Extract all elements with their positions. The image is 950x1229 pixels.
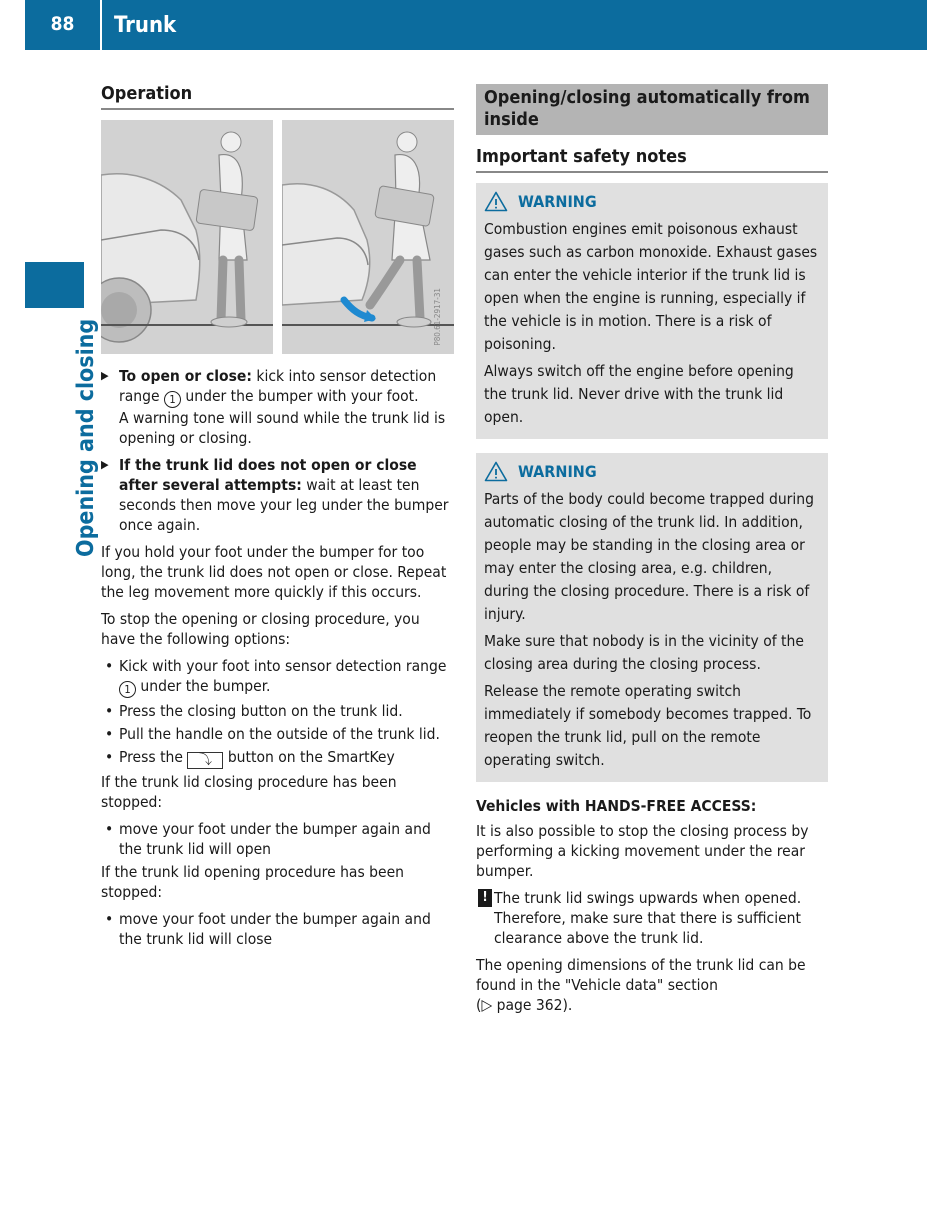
bullet-will-open: • move your foot under the bumper again and the trunk lid will open xyxy=(101,819,454,859)
option-smartkey: • Press the ⤵ button on the SmartKey xyxy=(101,747,454,769)
chapter-title: Trunk xyxy=(114,13,177,38)
warning-text: Release the remote operating switch immediately if somebody becomes trapped. To reopen the trunk lid, pull on the remote operating switch. xyxy=(484,682,812,769)
left-column xyxy=(101,84,454,952)
person-standing-illustration xyxy=(101,120,273,354)
paragraph-closing-stopped: If the trunk lid closing procedure has been stopped: xyxy=(101,773,397,811)
page-header xyxy=(25,0,927,50)
step-open-close: ▶ To open or close: kick into sensor detection range 1 under the bumper with your foot. A warning tone will sound while the trunk lid is opening or closing. xyxy=(101,366,454,448)
exclamation-icon: ! xyxy=(478,889,492,907)
option-kick: • Kick with your foot into sensor detection range 1 under the bumper. xyxy=(101,656,454,698)
section-heading-box: Opening/closing automatically from inside xyxy=(476,84,828,135)
warning-box-trapped xyxy=(476,453,828,782)
section-label: Opening and closing xyxy=(73,318,99,557)
warning-box-exhaust xyxy=(476,183,828,439)
paragraph-stop-options: To stop the opening or closing procedure, you have the following options: xyxy=(101,610,420,648)
option-pull-handle: • Pull the handle on the outside of the trunk lid. xyxy=(101,724,454,744)
warning-text: Make sure that nobody is in the vicinity of the closing area during the closing process. xyxy=(484,632,804,673)
warning-text: Always switch off the engine before opening the trunk lid. Never drive with the trunk lid open. xyxy=(484,362,794,426)
hands-free-heading: Vehicles with HANDS-FREE ACCESS: xyxy=(476,797,757,815)
figure-panel-kicking xyxy=(282,120,454,354)
right-column xyxy=(476,84,828,1022)
warning-triangle-icon xyxy=(484,461,508,482)
figure-code: P80.61-2917-31 xyxy=(433,288,442,346)
operation-heading: Operation xyxy=(101,84,454,110)
bullet-will-close: • move your foot under the bumper again and the trunk lid will close xyxy=(101,909,454,949)
operation-figure xyxy=(101,120,454,354)
header-divider xyxy=(100,0,102,50)
section-tab-marker xyxy=(25,262,84,308)
marker-1-icon: 1 xyxy=(119,681,136,698)
figure-panel-standing xyxy=(101,120,273,354)
paragraph-hold-foot: If you hold your foot under the bumper for too long, the trunk lid does not open or close. Repeat the leg movement more quickly if this occurs. xyxy=(101,543,447,601)
warning-text: Combustion engines emit poisonous exhaust gases such as carbon monoxide. Exhaust gases can enter the vehicle interior if the trunk lid is open when the engine is running, especially if the vehicle is in motion. There is a risk of poisoning. xyxy=(484,220,818,353)
warning-title: WARNING xyxy=(484,191,820,212)
safety-notes-heading: Important safety notes xyxy=(476,147,828,173)
page-reference-link[interactable]: (▷ page 362). xyxy=(476,996,573,1014)
opening-dimensions-text: The opening dimensions of the trunk lid can be found in the "Vehicle data" section (▷ page 362). xyxy=(476,956,806,1014)
warning-title: WARNING xyxy=(484,461,820,482)
warning-triangle-icon xyxy=(484,191,508,212)
step-repeated-attempts: ▶ If the trunk lid does not open or close after several attempts: wait at least ten seconds then move your leg under the bumper once again. xyxy=(101,455,454,535)
warning-text: Parts of the body could become trapped during automatic closing of the trunk lid. In addition, people may be standing in the closing area or may enter the closing area, e.g. children, during the closing procedure. There is a risk of injury. xyxy=(484,490,814,623)
page-number: 88 xyxy=(50,13,75,35)
note-clearance: ! The trunk lid swings upwards when opened. Therefore, make sure that there is sufficient clearance above the trunk lid. xyxy=(476,888,828,948)
trunk-key-icon: ⤵ xyxy=(187,752,223,769)
paragraph-opening-stopped: If the trunk lid opening procedure has been stopped: xyxy=(101,863,405,901)
hands-free-text: It is also possible to stop the closing process by performing a kicking movement under the rear bumper. xyxy=(476,822,809,880)
marker-1-icon: 1 xyxy=(164,391,181,408)
option-closing-button: • Press the closing button on the trunk lid. xyxy=(101,701,454,721)
